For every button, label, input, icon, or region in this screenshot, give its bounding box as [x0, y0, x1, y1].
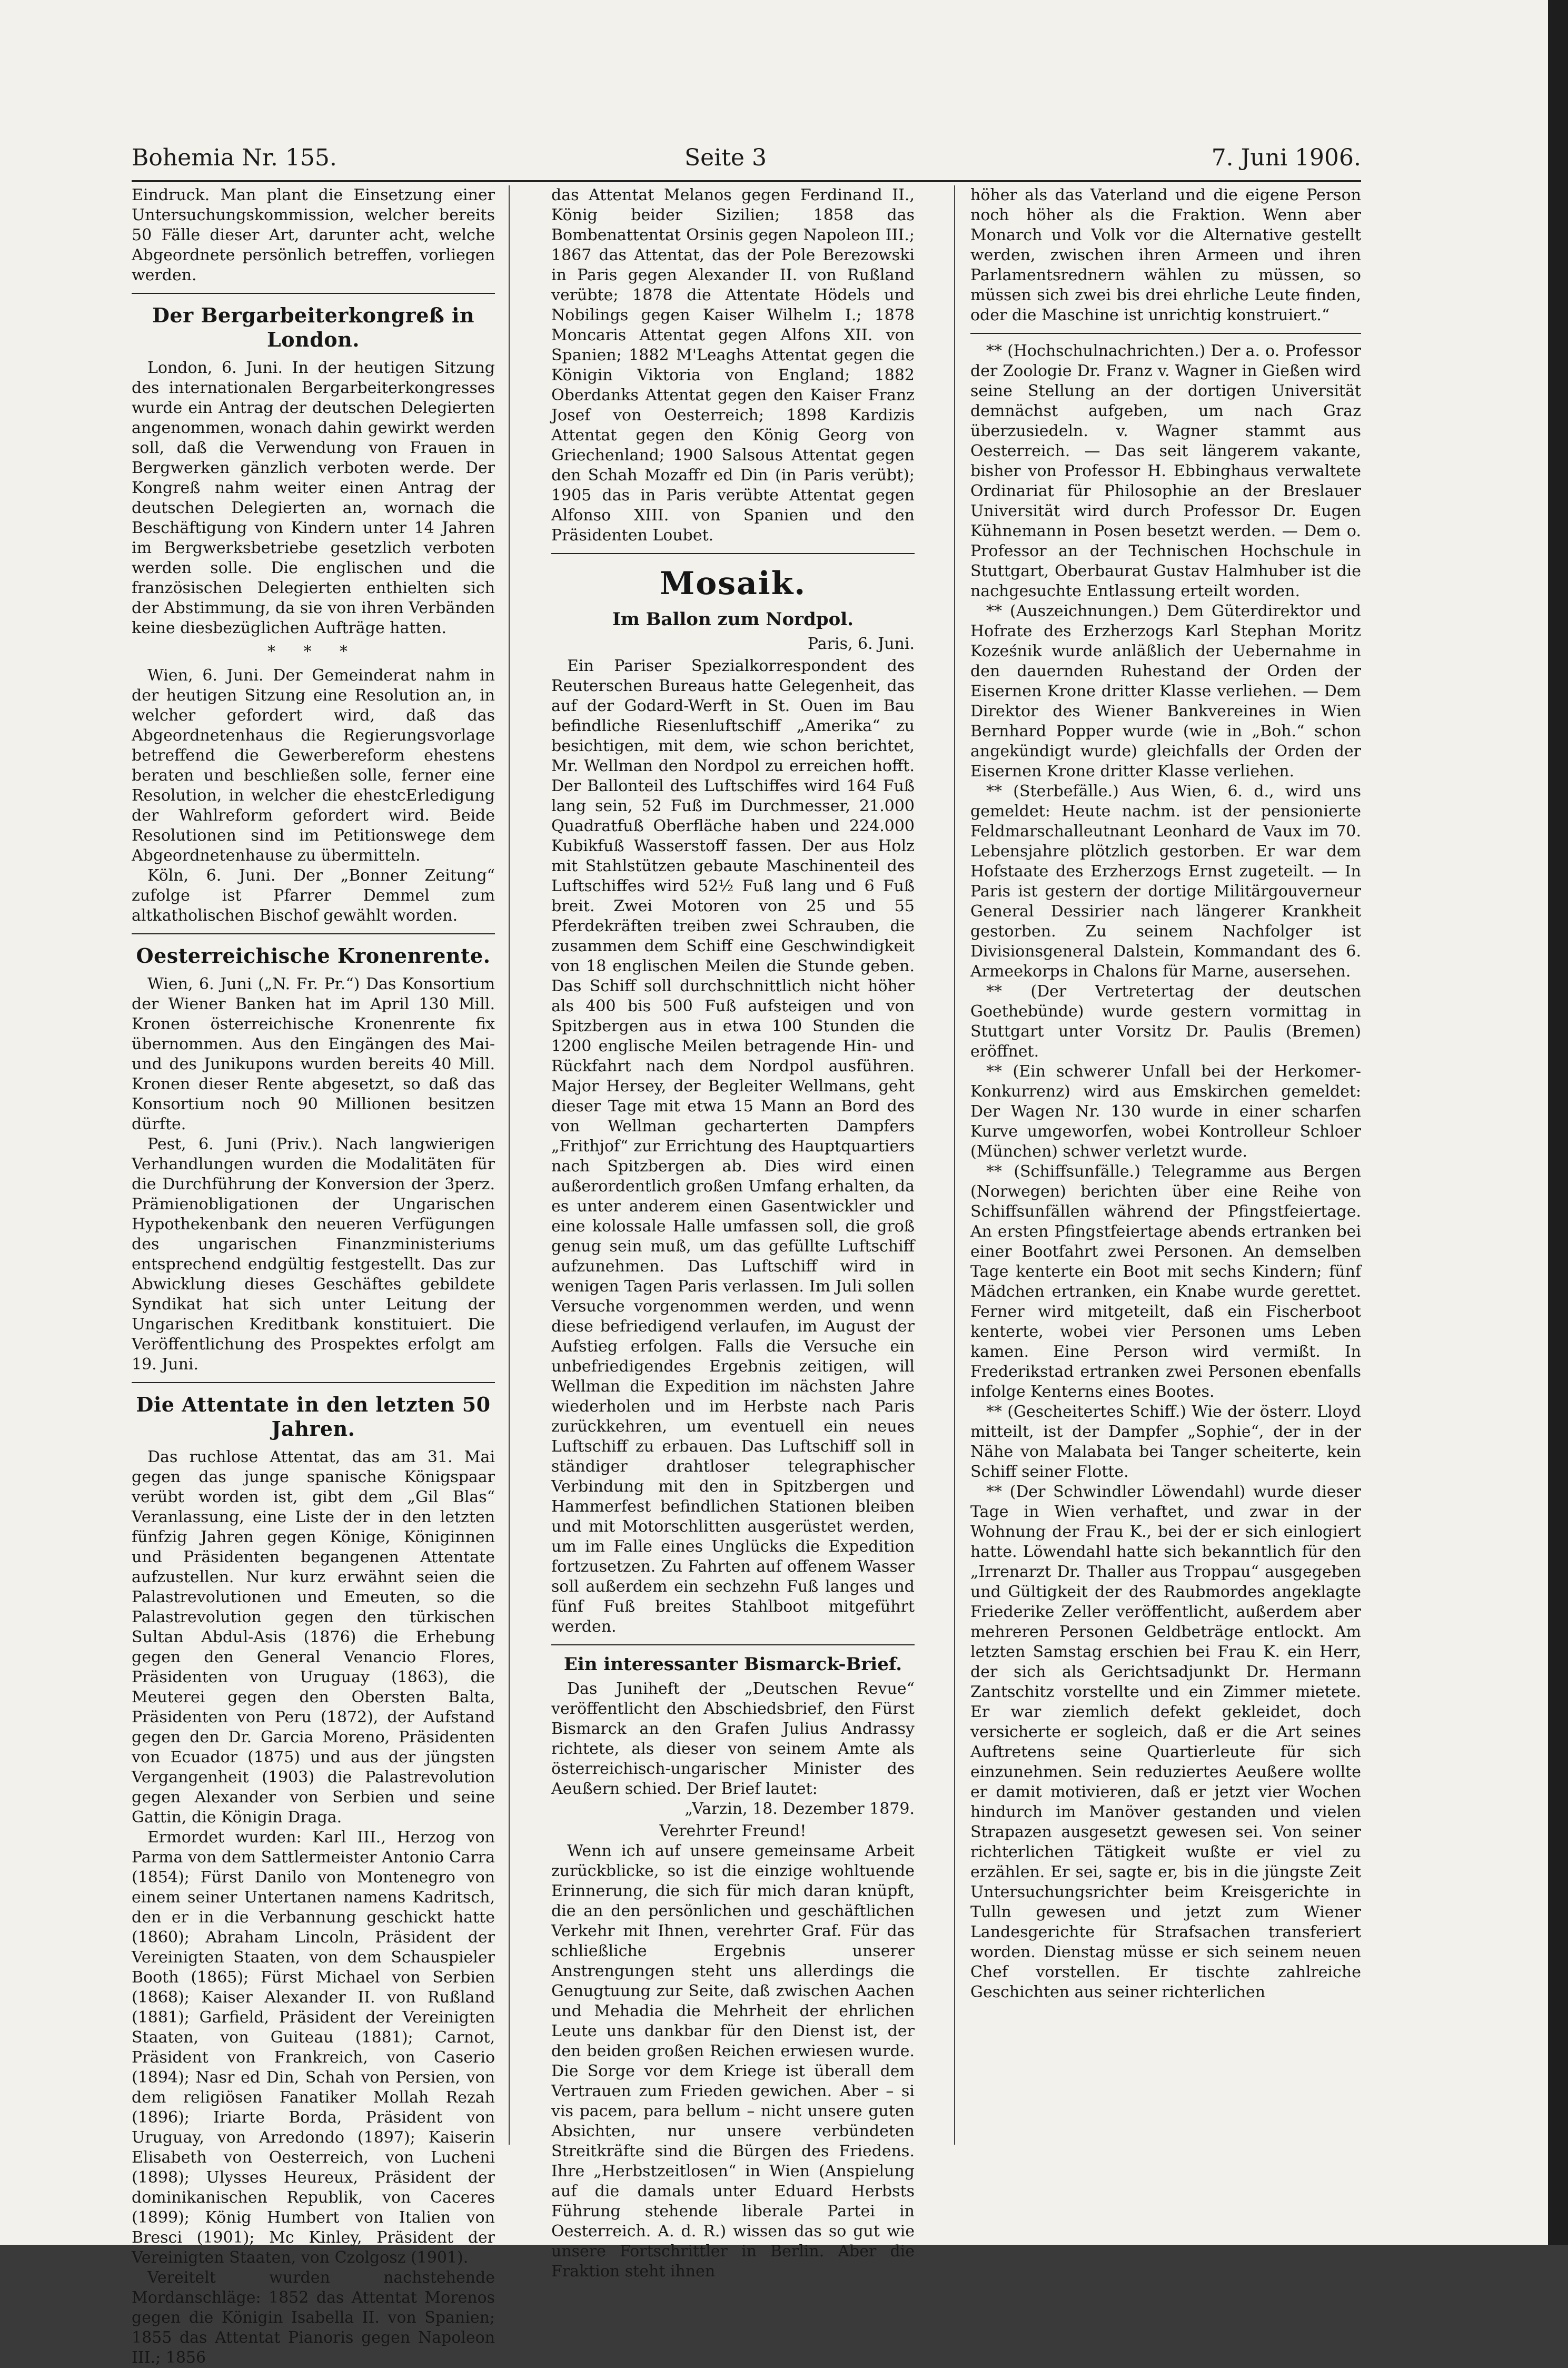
article-rule [551, 1644, 915, 1645]
issue-date: 7. Juni 1906. [1211, 144, 1361, 171]
section-rule [551, 553, 915, 554]
news-item: ** (Der Schwindler Löwendahl) wurde dieser Tage in Wien verhaftet, und zwar in der Wohnung der Frau K., bei der er sich einlogiert hatte. Löwendahl hatte sich bekanntlich für den „Irrenarzt Dr. Thaller aus Troppau“ ausgegeben und Gültigkeit der des Raubmordes angeklagte Friederike Zeller veröffentlicht, außerdem aber mehreren Personen Geldbeträge entlockt. Am letzten Samstag erschien bei Frau K. ein Herr, der sich als Gerichtsadjunkt Dr. Hermann Zantschitz vorstellte und ein Zimmer mietete. Er war ziemlich defekt gekleidet, doch versicherte er sogleich, daß er die Art seines Auftretens seine Quartierleute für sich einzunehmen. Sein reduziertes Aeußere wollte er damit motivieren, daß er jetzt vier Wochen hindurch im Manöver gestanden und vielen Strapazen ausgesetzt gewesen sei. Von seiner richterlichen Tätigkeit wußte er viel zu erzählen. Er sei, sagte er, bis in die jüngste Zeit Untersuchungsrichter beim Kreisgerichte in Tulln gewesen und jetzt zum Wiener Landesgerichte für Strafsachen transferiert worden. Dienstag müsse er sich seinem neuen Chef vorstellen. Er tischte zahlreiche Geschichten aus seiner richterlichen [970, 1483, 1361, 2001]
paragraph: Wien, 6. Juni. Der Gemeinderat nahm in der heutigen Sitzung eine Resolution an, in welcher gefordert wird, daß das Abgeordnetenhaus die Regierungsvorlage betreffend die Gewerbereform ehestens beraten und beschließen solle, ferner eine Resolution, in welcher die ehestcErledigung der Wahlreform gefordert wird. Beide Resolutionen sind im Petitionswege dem Abgeordnetenhause zu übermitteln. [132, 666, 495, 865]
article-rule [132, 293, 495, 294]
headline-attentate: Die Attentate in den letzten 50 Jahren. [136, 1393, 491, 1440]
paragraph: Köln, 6. Juni. Der „Bonner Zeitung“ zufolge ist Pfarrer Demmel zum altkatholischen Bischof gewählt worden. [132, 866, 495, 925]
paragraph: Wien, 6. Juni („N. Fr. Pr.“) Das Konsortium der Wiener Banken hat im April 130 Mill. Kronen österreichische Kronenrente fix übernommen. Aus den Eingängen des Mai- und des Junikupons wurden bereits 40 Mill. Kronen dieser Rente abgesetzt, so daß das Konsortium noch 90 Millionen besitzen dürfte. [132, 975, 495, 1133]
section-title-mosaik: Mosaik. [659, 565, 807, 602]
news-item: ** (Ein schwerer Unfall bei der Herkomer-Konkurrenz) wird aus Emskirchen gemeldet: Der Wagen Nr. 130 wurde in einer scharfen Kurve umgeworfen, wobei Kontrolleur Schloer (München) schwer verletzt wurde. [970, 1062, 1361, 1161]
paragraph: Das Juniheft der „Deutschen Revue“ veröffentlicht den Abschiedsbrief, den Fürst Bismarck an den Grafen Julius Andrassy richtete, als dieser von seinem Amte als österreichisch-ungarischer Minister des Aeußern schied. Der Brief lautet: [551, 1680, 915, 1798]
paragraph: das Attentat Melanos gegen Ferdinand II., König beider Sizilien; 1858 das Bombenattentat Orsinis gegen Napoleon III.; 1867 das Attentat, das der Pole Berezowski in Paris gegen Alexander II. von Rußland verübte; 1878 die Attentate Hödels und Nobilings gegen Kaiser Wilhelm I.; 1878 Moncaris Attentat gegen Alfons XII. von Spanien; 1882 M'Leaghs Attentat gegen die Königin Viktoria von England; 1882 Oberdanks Attentat gegen den Kaiser Franz Josef von Oesterreich; 1898 Kardizis Attentat gegen den König Georg von Griechenland; 1900 Salsous Attentat gegen den Schah Mozaffr ed Din (in Paris verübt); 1905 das in Paris verübte Attentat gegen Alfonso XIII. von Spanien und den Präsidenten Loubet. [551, 186, 915, 545]
page-header [132, 138, 1361, 180]
news-item: ** (Der Vertretertag der deutschen Goethebünde) wurde gestern vormittag in Stuttgart unter Vorsitz Dr. Paulis (Bremen) eröffnet. [970, 982, 1361, 1061]
paragraph: Vereitelt wurden nachstehende Mordanschläge: 1852 das Attentat Morenos gegen die Königin Isabella II. von Spanien; 1855 das Attentat Pianoris gegen Napoleon III.; 1856 [132, 2268, 495, 2367]
masthead-issue: Bohemia Nr. 155. [132, 144, 337, 171]
page-number: Seite 3 [684, 144, 767, 171]
headline-bergarbeiterkongress: Der Bergarbeiterkongreß in London. [152, 303, 475, 351]
paragraph: Eindruck. Man plant die Einsetzung einer Untersuchungskommission, welcher bereits 50 Fälle dieser Art, darunter acht, welche Abgeordnete persönlich betreffen, vorliegen werden. [132, 186, 495, 284]
news-item: ** (Gescheitertes Schiff.) Wie der österr. Lloyd mitteilt, ist der Dampfer „Sophie“, der in der Nähe von Malabata bei Tanger scheiterte, kein Schiff seiner Flotte. [970, 1403, 1361, 1481]
dateline: Paris, 6. Juni. [807, 635, 915, 653]
column-divider-2 [954, 185, 955, 2145]
news-item: ** (Sterbefälle.) Aus Wien, 6. d., wird uns gemeldet: Heute nachm. ist der pensionierte Feldmarschalleutnant Leonhard de Vaux im 70. Lebensjahre plötzlich gestorben. Er war dem Hofstaate des Erzherzogs Ernst zugeteilt. — In Paris ist gestern der dortige Militärgouverneur General Dessirier nach längerer Krankheit gestorben. Zu seinem Nachfolger ist Divisionsgeneral Dalstein, Kommandant des 6. Armeekorps in Chalons für Marne, ausersehen. [970, 782, 1361, 981]
scan-edge [1548, 0, 1568, 2245]
paragraph: höher als das Vaterland und die eigene Person noch höher als die Fraktion. Wenn aber Monarch und Volk vor die Alternative gestellt werden, zwischen ihren Armeen und ihren Parlamentsrednern wählen zu müssen, so müssen sich zwei bis drei ehrliche Leute finden, oder die Maschine ist unrichtig konstruiert.“ [970, 186, 1361, 324]
headline-bismarck-brief: Ein interessanter Bismarck-Brief. [563, 1654, 902, 1675]
news-item: ** (Schiffsunfälle.) Telegramme aus Bergen (Norwegen) berichten über eine Reihe von Schiffsunfällen während der Pfingstfeiertage. An ersten Pfingstfeiertage abends ertranken bei einer Bootfahrt zwei Personen. An demselben Tage kenterte ein Boot mit sechs Kindern; fünf Mädchen ertranken, ein Knabe wurde gerettet. Ferner wird mitgeteilt, daß ein Fischerboot kenterte, wobei vier Personen ums Leben kamen. Eine Person wird vermißt. In Frederikstad ertranken zwei Personen ebenfalls infolge Kenterns eines Bootes. [970, 1162, 1361, 1401]
article-rule [132, 933, 495, 934]
header-rule [132, 180, 1361, 182]
paragraph: Das ruchlose Attentat, das am 31. Mai gegen das junge spanische Königspaar verübt worden ist, gibt dem „Gil Blas“ Veranlassung, eine Liste der in den letzten fünfzig Jahren gegen Könige, Königinnen und Präsidenten begangenen Attentate aufzustellen. Nur kurz erwähnt seien die Palastrevolutionen und Emeuten, so die Palastrevolution gegen den türkischen Sultan Abdul-Asis (1876) die Erhebung gegen den General Venancio Flores, Präsidenten von Uruguay (1863), die Meuterei gegen den Obersten Balta, Präsidenten von Peru (1872), der Aufstand gegen den Dr. Garcia Moreno, Präsidenten von Ecuador (1875) und aus der jüngsten Vergangenheit (1903) die Palastrevolution gegen Alexander von Serbien und seine Gattin, die Königin Draga. [132, 1448, 495, 1827]
headline-kronenrente: Oesterreichische Kronenrente. [136, 944, 491, 968]
paragraph: Pest, 6. Juni (Priv.). Nach langwierigen Verhandlungen wurden die Modalitäten für die Durchführung der Konversion der 3perz. Prämienobligationen der Ungarischen Hypothekenbank den neueren Verfügungen des ungarischen Finanzministeriums entsprechend endgültig festgestellt. Das zur Abwicklung dieses Geschäftes gebildete Syndikat hat sich unter Leitung der Ungarischen Kreditbank konstituiert. Die Veröffentlichung des Prospektes erfolgt am 19. Juni. [132, 1135, 495, 1374]
separator-stars: * * * [267, 643, 360, 661]
letter-salutation: Verehrter Freund! [659, 1822, 807, 1840]
column-divider-1 [509, 185, 510, 2145]
column-3 [970, 185, 1361, 2145]
column-2 [551, 185, 915, 2281]
paragraph: Wenn ich auf unsere gemeinsame Arbeit zurückblicke, so ist die einzige wohltuende Erinnerung, die sich für mich daran knüpft, die an den persönlichen und geschäftlichen Verkehr mit Ihnen, verehrter Graf. Für das schließliche Ergebnis unserer Anstrengungen steht uns allerdings die Genugtuung zur Seite, daß zwischen Aachen und Mehadia die Mehrheit der ehrlichen Leute uns dankbar für den Dienst ist, der den beiden großen Reichen erwiesen wurde. Die Sorge vor dem Kriege ist überall dem Vertrauen zum Frieden gewichen. Aber – si vis pacem, para bellum – nicht unsere guten Absichten, nur unsere verbündeten Streitkräfte sind die Bürgen des Friedens. Ihre „Herbstzeitlosen“ in Wien (Anspielung auf die damals unter Eduard Herbsts Führung stehende liberale Partei in Oesterreich. A. d. R.) wissen das so gut wie unsere Fortschrittler in Berlin. Aber die Fraktion steht ihnen [551, 1842, 915, 2281]
headline-ballon-nordpol: Im Ballon zum Nordpol. [612, 609, 854, 630]
article-rule [970, 333, 1361, 334]
paragraph: Ein Pariser Spezialkorrespondent des Reuterschen Bureaus hatte Gelegenheit, das auf der Godard-Werft in St. Ouen im Bau befindliche Riesenluftschiff „Amerika“ zu besichtigen, mit dem, wie schon berichtet, Mr. Wellman den Nordpol zu erreichen hofft. Der Ballonteil des Luftschiffes wird 164 Fuß lang sein, 52 Fuß im Durchmesser, 21.000 Quadratfuß Oberfläche haben und 224.000 Kubikfuß Wasserstoff fassen. Der aus Holz mit Stahlstützen gebaute Maschinenteil des Luftschiffes wird 52½ Fuß lang und 6 Fuß breit. Zwei Motoren von 25 und 55 Pferdekräften treiben zwei Schrauben, die zusammen dem Schiff eine Geschwindigkeit von 18 englischen Meilen die Stunde geben. Das Schiff soll durchschnittlich nicht höher als 400 bis 500 Fuß aufsteigen und von Spitzbergen aus in etwa 100 Stunden die 1200 englische Meilen betragende Hin- und Rückfahrt nach dem Nordpol ausführen. Major Hersey, der Begleiter Wellmans, geht dieser Tage mit etwa 15 Mann an Bord des von Wellman gecharterten Dampfers „Frithjof“ zur Errichtung des Hauptquartiers nach Spitzbergen ab. Dies wird einen außerordentlich großen Umfang erhalten, da es unter anderem einen Gasentwickler und eine kolossale Halle umfassen soll, die groß genug sein muß, um das gefüllte Luftschiff aufzunehmen. Das Luftschiff wird in wenigen Tagen Paris verlassen. Im Juli sollen Versuche vorgenommen werden, und wenn diese befriedigend verlaufen, im August der Aufstieg erfolgen. Falls die Versuche ein unbefriedigendes Ergebnis zeitigen, will Wellman die Expedition im nächsten Jahre wiederholen und im Herbste nach Paris zurückkehren, um eventuell ein neues Luftschiff zu erbauen. Das Luftschiff soll in ständiger drahtloser telegraphischer Verbindung mit den in Spitzbergen und Hammerfest befindlichen Stationen bleiben und mit Motorschlitten ausgerüstet werden, um im Falle eines Unglücks die Expedition fortzusetzen. Zu Fahrten auf offenem Wasser soll außerdem ein sechzehn Fuß langes und fünf Fuß breites Stahlboot mitgeführt werden. [551, 657, 915, 1636]
paragraph: Ermordet wurden: Karl III., Herzog von Parma von dem Sattlermeister Antonio Carra (1854); Fürst Danilo von Montenegro von einem seiner Untertanen namens Kadritsch, den er in die Verbannung geschickt hatte (1860); Abraham Lincoln, Präsident der Vereinigten Staaten, von dem Schauspieler Booth (1865); Fürst Michael von Serbien (1868); Kaiser Alexander II. von Rußland (1881); Garfield, Präsident der Vereinigten Staaten, von Guiteau (1881); Carnot, Präsident von Frankreich, von Caserio (1894); Nasr ed Din, Schah von Persien, von dem religiösen Fanatiker Mollah Rezah (1896); Iriarte Borda, Präsident von Uruguay, von Arredondo (1897); Kaiserin Elisabeth von Oesterreich, von Lucheni (1898); Ulysses Heureux, Präsident der dominikanischen Republik, von Caceres (1899); König Humbert von Italien von Bresci (1901); Mc Kinley, Präsident der Vereinigten Staaten, von Czolgosz (1901). [132, 1828, 495, 2267]
news-item: ** (Hochschulnachrichten.) Der a. o. Professor der Zoologie Dr. Franz v. Wagner in Gießen wird seine Stellung an der dortigen Universität demnächst aufgeben, um nach Graz überzusiedeln. v. Wagner stammt aus Oesterreich. — Das seit längerem vakante, bisher von Professor H. Ebbinghaus verwaltete Ordinariat für Philosophie an der Breslauer Universität wird durch Professor Dr. Eugen Kühnemann in Posen besetzt werden. — Dem o. Professor an der Technischen Hochschule in Stuttgart, Oberbaurat Gustav Halmhuber ist die nachgesuchte Entlassung erteilt worden. [970, 342, 1361, 600]
news-item: ** (Auszeichnungen.) Dem Güterdirektor und Hofrate des Erzherzogs Karl Stephan Moritz Koześnik wurde anläßlich der Uebernahme in den dauernden Ruhestand der Orden der Eisernen Krone dritter Klasse verliehen. — Dem Direktor des Wiener Bankvereines in Wien Bernhard Popper wurde (wie in „Boh.“ schon angekündigt wurde) gleichfalls der Orden der Eisernen Krone dritter Klasse verliehen. [970, 602, 1361, 781]
column-1 [132, 185, 495, 2367]
article-rule [132, 1382, 495, 1383]
paragraph: London, 6. Juni. In der heutigen Sitzung des internationalen Bergarbeiterkongresses wurde ein Antrag der deutschen Delegierten angenommen, wonach dahin gewirkt werden soll, daß die Verwendung von Frauen in Bergwerken gänzlich verboten werde. Der Kongreß nahm weiter einen Antrag der deutschen Delegierten an, wornach die Beschäftigung von Kindern unter 14 Jahren im Bergwerksbetriebe gesetzlich verboten werden solle. Die englischen und die französischen Delegierten enthielten sich der Abstimmung, da sie von ihren Verbänden keine diesbezüglichen Aufträge hatten. [132, 359, 495, 637]
letter-date: „Varzin, 18. Dezember 1879. [684, 1800, 915, 1818]
